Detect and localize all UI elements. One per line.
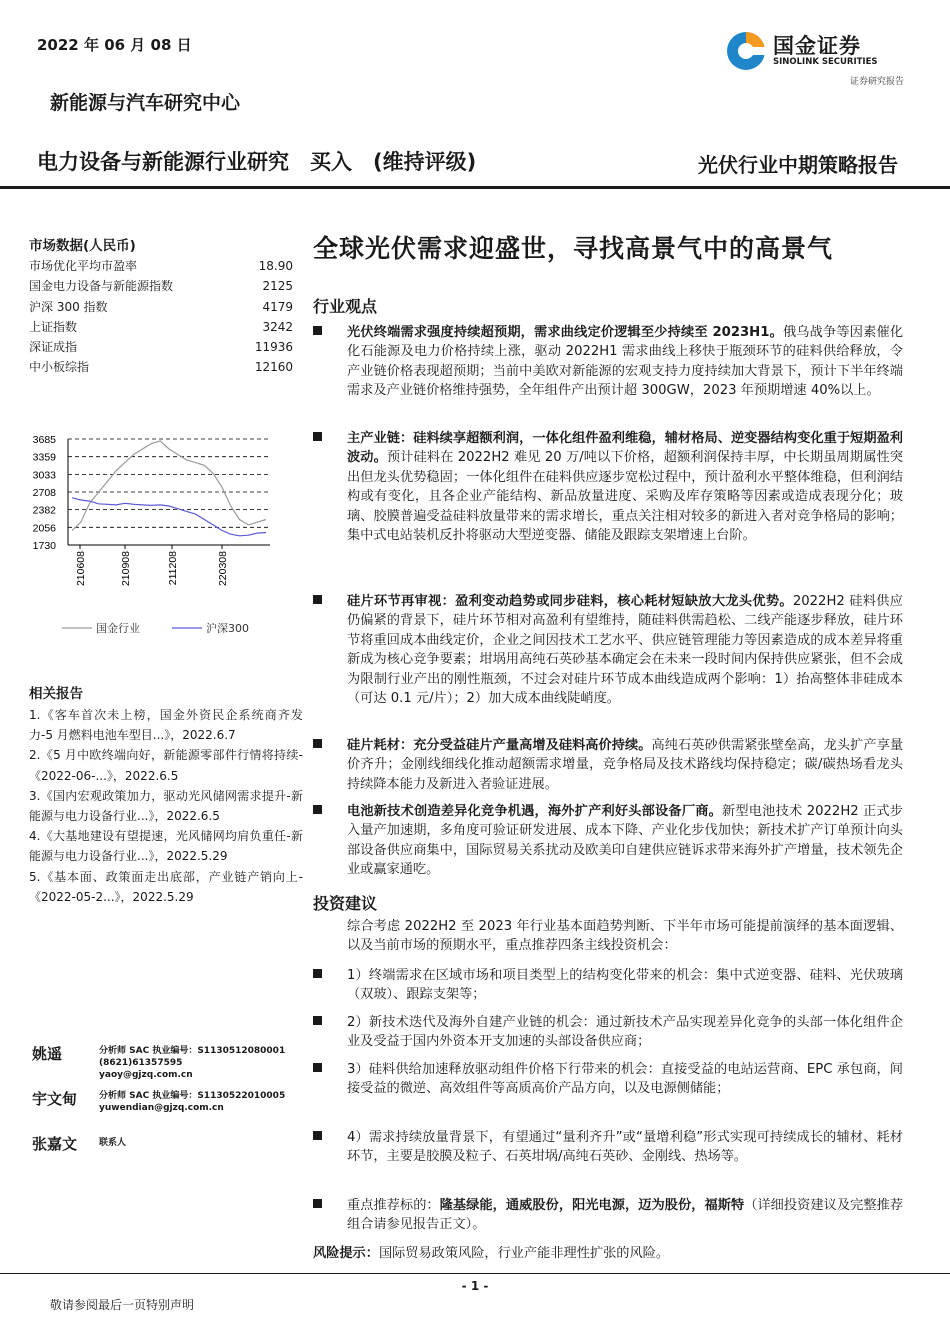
logo-mark-icon bbox=[725, 30, 767, 72]
square-bullet-icon bbox=[313, 1063, 322, 1072]
analyst-info bbox=[99, 1137, 126, 1149]
market-data-table bbox=[29, 256, 293, 378]
recommend-text bbox=[347, 1196, 903, 1235]
advice-item bbox=[313, 1196, 903, 1235]
square-bullet-icon bbox=[313, 805, 322, 814]
square-bullet-icon bbox=[313, 326, 322, 335]
analyst-name: 宇文甸 bbox=[32, 1090, 78, 1108]
x-tick-label: 210908 bbox=[120, 551, 132, 587]
square-bullet-icon bbox=[313, 1199, 322, 1208]
risk-note bbox=[313, 1242, 669, 1261]
advice-item bbox=[313, 966, 903, 1005]
square-bullet-icon bbox=[313, 432, 322, 441]
market-row bbox=[29, 297, 293, 317]
analyst-name: 张嘉文 bbox=[32, 1135, 78, 1153]
x-tick-label: 210608 bbox=[75, 551, 87, 587]
market-value: 4179 bbox=[262, 299, 293, 314]
square-bullet-icon bbox=[313, 1131, 322, 1140]
market-label: 中小板综指 bbox=[29, 360, 90, 375]
analyst-card bbox=[32, 1088, 302, 1128]
advice-item bbox=[313, 1060, 903, 1099]
viewpoint-body: 预计硅料在 2022H2 难见 20 万/吨以下价格，超额利润保持丰厚，中长期虽周期属性突出但龙头优势稳固；一体化组件在硅料供应逐步宽松过程中，预计盈利水平整体维稳，但利润结构或有变化，且各企业产能结构、新品放量进度、采购及库存策略等因素或造成表现分化；玻璃、胶膜普遍受益硅料放量带来的需求增长，重点关注相对较多的新进入者对竞争格局的影响；集中式电站装机反扑将驱动大型逆变器、储能及跟踪支架增速上台阶。 bbox=[347, 450, 904, 544]
market-label: 国金电力设备与新能源指数 bbox=[29, 279, 174, 294]
series-line-2 bbox=[72, 498, 266, 536]
header-title: 电力设备与新能源行业研究 买入 (维持评级) bbox=[37, 150, 477, 174]
analyst-phone: (8621)61357595 bbox=[99, 1058, 183, 1068]
market-value: 11936 bbox=[254, 340, 293, 355]
report-date: 2022 年 06 月 08 日 bbox=[37, 36, 192, 54]
market-label: 深证成指 bbox=[29, 340, 78, 355]
y-tick-label: 3033 bbox=[32, 469, 56, 482]
index-trend-chart bbox=[20, 425, 280, 645]
y-tick-label: 2056 bbox=[32, 522, 56, 535]
related-report-link[interactable]: 2.《5 月中欧终端向好，新能源零部件行情将持续-《2022-06-...》，2022.6.5 bbox=[29, 748, 303, 783]
viewpoint-body: 新型电池技术 2022H2 正式步入量产加速期，多角度可验证研发进展、成本下降、产业化步伐加快；新技术扩产订单预计向头部设备供应商集中，国际贸易关系扰动及欧美印自建供应链诉求带来海外扩产增量，技术领先企业或赢家通吃。 bbox=[347, 804, 903, 878]
page-number: - 1 - bbox=[461, 1279, 489, 1293]
market-row bbox=[29, 276, 293, 296]
logo-name-en: SINOLINK SECURITIES bbox=[773, 57, 878, 67]
viewpoint-heading: 硅片耗材：充分受益硅片产量高增及硅料高价持续。 bbox=[347, 738, 652, 753]
analyst-card bbox=[32, 1133, 302, 1157]
market-label: 沪深 300 指数 bbox=[29, 299, 108, 314]
analyst-name: 姚遥 bbox=[32, 1045, 63, 1063]
market-label: 上证指数 bbox=[29, 319, 78, 334]
legend-label: 沪深300 bbox=[206, 622, 249, 635]
analyst-email[interactable]: yuwendian@gjzq.com.cn bbox=[99, 1103, 224, 1113]
square-bullet-icon bbox=[313, 969, 322, 978]
advice-text: 4）需求持续放量背景下，有望通过“量利齐升”或“量增利稳”形式实现可持续成长的辅材、耗材环节，主要是胶膜及粒子、石英坩埚/高纯石英砂、金刚线、热场等。 bbox=[347, 1130, 903, 1165]
market-row bbox=[29, 357, 293, 377]
section-industry-view: 行业观点 bbox=[313, 297, 378, 316]
report-category: 证券研究报告 bbox=[849, 77, 904, 87]
research-center: 新能源与汽车研究中心 bbox=[50, 92, 241, 114]
advice-intro: 综合考虑 2022H2 至 2023 年行业基本面趋势判断、下半年市场可能提前演绎的基本面逻辑、以及当前市场的预期水平，重点推荐四条主线投资机会： bbox=[347, 919, 903, 954]
x-tick-label: 220308 bbox=[217, 551, 229, 587]
analyst-role: 联系人 bbox=[99, 1138, 127, 1148]
market-row bbox=[29, 256, 293, 276]
square-bullet-icon bbox=[313, 595, 322, 604]
market-value: 12160 bbox=[254, 360, 293, 375]
viewpoint-heading: 光伏终端需求强度持续超预期，需求曲线定价逻辑至少持续至 2023H1。 bbox=[347, 325, 783, 340]
header-divider bbox=[0, 186, 950, 189]
related-report-link[interactable]: 1.《客车首次未上榜，国金外资民企系统商齐发力-5 月燃料电池车型目...》，2022.6.7 bbox=[29, 708, 303, 743]
related-reports-list bbox=[29, 705, 303, 907]
y-tick-label: 2708 bbox=[32, 486, 56, 499]
viewpoint-heading: 电池新技术创造差异化竞争机遇，海外扩产利好头部设备厂商。 bbox=[347, 804, 722, 819]
viewpoint-item bbox=[313, 323, 903, 401]
x-tick-label: 211208 bbox=[167, 551, 179, 586]
recommend-stocks: 隆基绿能，通威股份，阳光电源，迈为股份，福斯特 bbox=[439, 1198, 745, 1213]
viewpoint-heading: 主产业链：硅料续享超额利润，一体化组件盈利维稳，辅材格局、逆变器结构变化重于短期盈利波动。 bbox=[347, 431, 903, 466]
square-bullet-icon bbox=[313, 739, 322, 748]
footer-disclaimer: 敬请参阅最后一页特别声明 bbox=[50, 1298, 195, 1312]
viewpoint-item bbox=[313, 736, 903, 794]
y-tick-label: 2382 bbox=[32, 504, 56, 517]
y-tick-label: 1730 bbox=[32, 540, 56, 552]
recommend-prefix: 重点推荐标的： bbox=[347, 1198, 440, 1213]
viewpoint-body: 2022H2 硅料供应仍偏紧的背景下，硅片环节相对高盈利有望维持，随硅料供需趋松、二线产能逐步释放，硅片环节将重回成本曲线定价，企业之间因技术工艺水平、供应链管理能力等因素造成的成本差异将重新成为核心竞争要素；坩埚用高纯石英砂基本确定会在未来一段时间内保持供应紧张，但不会成为限制行业产出的刚性瓶颈，不过会对硅片环节成本曲线造成两个影响：1）抬高整体非硅成本（可达 0.1 元/片）；2）加大成本曲线陡峭度。 bbox=[347, 594, 903, 707]
market-label: 市场优化平均市盈率 bbox=[29, 259, 138, 273]
section-investment-advice: 投资建议 bbox=[313, 894, 378, 913]
report-headline: 全球光伏需求迎盛世，寻找高景气中的高景气 bbox=[313, 234, 834, 263]
analyst-card bbox=[32, 1043, 302, 1088]
advice-item bbox=[313, 1013, 903, 1052]
market-value: 3242 bbox=[262, 319, 293, 334]
viewpoint-heading: 硅片环节再审视：盈利变动趋势或同步硅料，核心耗材短缺放大龙头优势。 bbox=[347, 594, 793, 609]
logo-name-cn: 国金证券 bbox=[773, 34, 861, 58]
market-value: 2125 bbox=[262, 279, 293, 294]
market-row bbox=[29, 337, 293, 357]
advice-item bbox=[313, 1128, 903, 1167]
advice-text: 2）新技术迭代及海外自建产业链的机会：通过新技术产品实现差异化竞争的头部一体化组件企业及受益于国内外资本开支加速的头部设备供应商； bbox=[347, 1015, 903, 1050]
risk-label: 风险提示： bbox=[313, 1246, 379, 1261]
viewpoint-item bbox=[313, 429, 903, 545]
legend-label: 国金行业 bbox=[96, 622, 140, 635]
viewpoint-body: 俄乌战争等因素催化化石能源及电力价格持续上涨，驱动 2022H1 需求曲线上移快于瓶颈环节的硅料供给释放，令产业链价格表现超预期；当前中美欧对新能源的宏观支持力度持续加大背景下，预计下半年终端需求及产业链价格维持强势，全年组件产出预计超 300GW，2023 年预期增速 40%以上。 bbox=[347, 325, 904, 399]
analyst-license: 分析师 SAC 执业编号：S1130522010005 bbox=[99, 1091, 286, 1101]
viewpoint-item bbox=[313, 592, 903, 708]
viewpoint-body: 高纯石英砂供需紧张壁垒高，龙头扩产享量价齐升；金刚线细线化推动超额需求增量，竞争格局及技术路线均保持稳定；碳/碳热场看龙头持续降本能力及新进入者验证进展。 bbox=[347, 738, 904, 792]
analyst-info bbox=[99, 1090, 285, 1114]
related-report-link[interactable]: 3.《国内宏观政策加力，驱动光风储网需求提升-新能源与电力设备行业...》，2022.6.5 bbox=[29, 788, 303, 824]
company-logo bbox=[725, 30, 905, 78]
risk-text: 国际贸易政策风险，行业产能非理性扩张的风险。 bbox=[378, 1246, 670, 1261]
market-row bbox=[29, 317, 293, 337]
y-tick-label: 3359 bbox=[32, 451, 56, 464]
analyst-license: 分析师 SAC 执业编号：S1130512080001 bbox=[99, 1046, 286, 1056]
series-line-1 bbox=[72, 441, 266, 531]
advice-text: 1）终端需求在区域市场和项目类型上的结构变化带来的机会：集中式逆变器、硅料、光伏玻璃（双玻）、跟踪支架等； bbox=[347, 968, 903, 1003]
report-type: 光伏行业中期策略报告 bbox=[698, 153, 898, 177]
related-reports-title: 相关报告 bbox=[29, 686, 83, 702]
advice-text: 3）硅料供给加速释放驱动组件价格下行带来的机会：直接受益的电站运营商、EPC 承包商，间接受益的微逆、高效组件等高质高价产品方向，以及电源侧储能； bbox=[347, 1062, 903, 1097]
y-tick-label: 3685 bbox=[32, 434, 56, 446]
market-value: 18.90 bbox=[258, 259, 293, 273]
viewpoint-item bbox=[313, 802, 903, 880]
square-bullet-icon bbox=[313, 1016, 322, 1025]
footer-divider bbox=[0, 1273, 950, 1274]
recommend-suffix: （详细投资建议及完整推荐组合请参见报告正文）。 bbox=[347, 1198, 904, 1233]
market-data-title: 市场数据(人民币) bbox=[29, 238, 136, 254]
analyst-info bbox=[99, 1045, 285, 1081]
analyst-email[interactable]: yaoy@gjzq.com.cn bbox=[99, 1070, 193, 1080]
related-report-link[interactable]: 4.《大基地建设有望提速，光风储网均肩负重任-新能源与电力设备行业...》，2022.5.29 bbox=[29, 829, 303, 864]
related-report-link[interactable]: 5.《基本面、政策面走出底部，产业链产销向上-《2022-05-2...》，2022.5.29 bbox=[29, 869, 303, 904]
